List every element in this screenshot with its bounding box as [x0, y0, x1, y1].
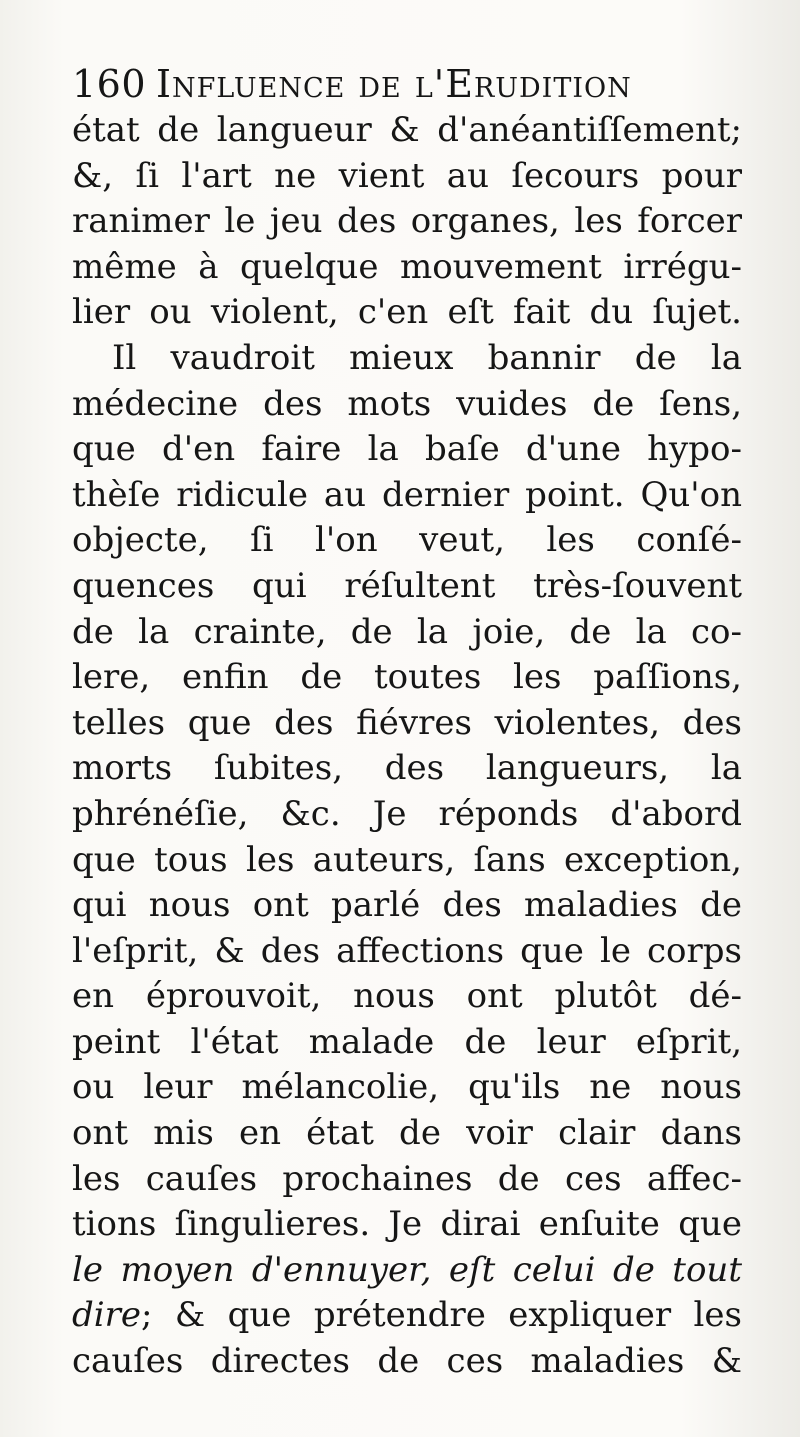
running-header [72, 58, 762, 110]
text-line: lere, enfin de toutes les paſſions, [72, 657, 742, 698]
text-line: état de langueur & d'anéantiſſement; [72, 110, 742, 150]
text-line: l'eſprit, & des affections que le corps [72, 930, 742, 971]
italic-phrase: dire [72, 1295, 142, 1336]
text-line: telles que des fiévres violentes, des [72, 702, 742, 743]
text-line: même à quelque mouvement irrégu- [72, 246, 742, 287]
text-line: quences qui réſultent très-ſouvent [72, 565, 742, 606]
text-line: thèſe ridicule au dernier point. Qu'on [72, 474, 742, 515]
text-line: les cauſes prochaines de ces affec- [72, 1158, 742, 1199]
text-line: peint l'état malade de leur eſprit, [72, 1021, 742, 1062]
text-line: qui nous ont parlé des maladies de [72, 885, 742, 926]
text-line: de la crainte, de la joie, de la co- [72, 611, 742, 652]
text-line: lier ou violent, c'en eſt fait du ſujet. [72, 292, 742, 333]
text-line: que d'en faire la baſe d'une hypo- [72, 429, 742, 470]
text-line: en éprouvoit, nous ont plutôt dé- [72, 976, 742, 1017]
italic-phrase: le moyen d'ennuyer, eſt celui de tout [72, 1249, 742, 1290]
text-line: ou leur mélancolie, qu'ils ne nous [72, 1067, 742, 1108]
page-number: 160 [72, 62, 147, 106]
body-text [72, 108, 742, 1385]
text-line: cauſes directes de ces maladies & [72, 1341, 742, 1382]
text-line: morts ſubites, des langueurs, la [72, 748, 742, 789]
text-line: que tous les auteurs, ſans exception, [72, 839, 742, 880]
text-line: &, ſi l'art ne vient au ſecours pour [72, 155, 742, 196]
text-line: ranimer le jeu des organes, les forcer [72, 201, 742, 242]
text-line: dire; & que prétendre expliquer les [72, 1295, 742, 1336]
text-line: Il vaudroit mieux bannir de la [112, 337, 742, 378]
text-line [72, 1248, 742, 1294]
text-line: tions ſingulieres. Je dirai enſuite que [72, 1204, 742, 1245]
text-line: objecte, ſi l'on veut, les conſé- [72, 520, 742, 561]
running-title: Influence de l'Erudition [156, 62, 632, 106]
text-line: phrénéſie, &c. Je réponds d'abord [72, 793, 742, 834]
text-line: ont mis en état de voir clair dans [72, 1113, 742, 1154]
text-line: médecine des mots vuides de ſens, [72, 383, 742, 424]
